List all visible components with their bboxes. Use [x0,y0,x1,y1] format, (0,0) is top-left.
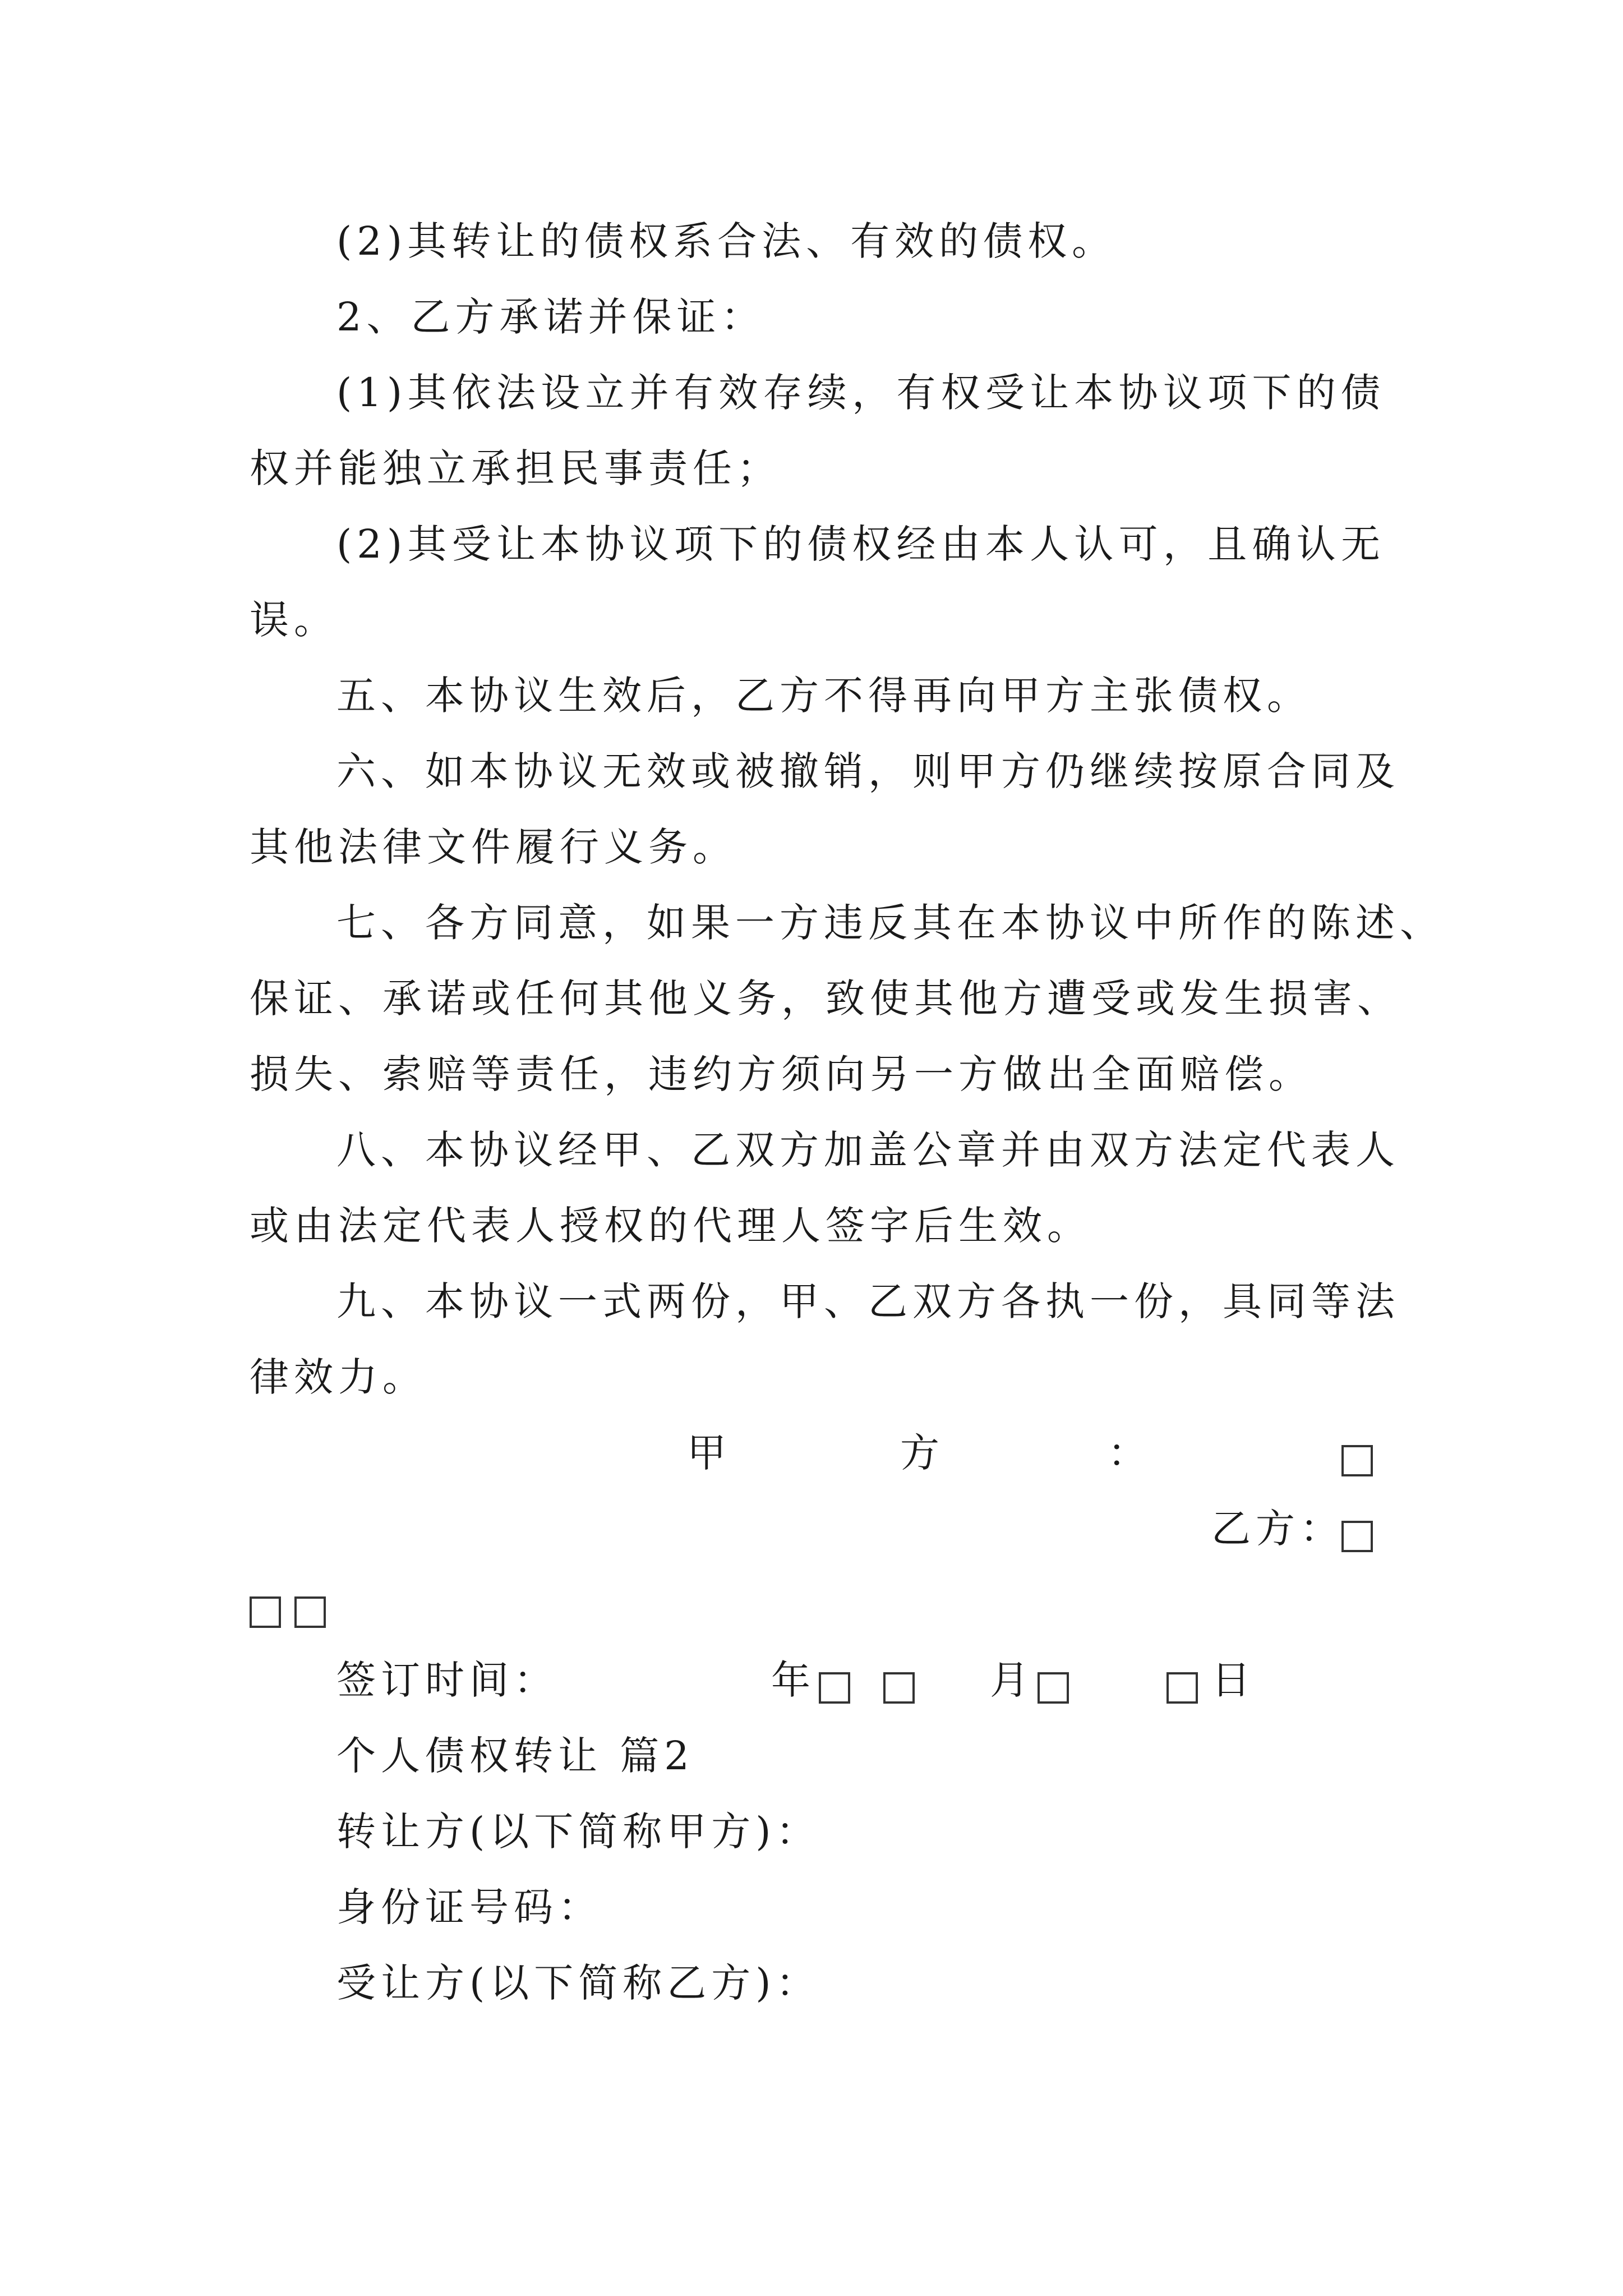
paragraph-line: 六、如本协议无效或被撤销，则甲方仍继续按原合同及 [336,748,1400,794]
paragraph-line: 2、乙方承诺并保证： [336,294,766,340]
party-a-char1: 甲 [687,1430,726,1476]
paragraph-line: 七、各方同意，如果一方违反其在本协议中所作的陈述、 [336,900,1444,946]
signing-date-label: 签订时间： [336,1657,558,1703]
paragraph-line: 八、本协议经甲、乙双方加盖公章并由双方法定代表人 [336,1127,1400,1173]
date-box [819,1663,850,1713]
transferor-line: 转让方(以下简称甲方)： [336,1809,820,1855]
paragraph-line: 律效力。 [250,1354,427,1400]
party-b-label: 乙方： [1211,1506,1344,1552]
party-a-colon: ： [1108,1430,1147,1476]
signature-box [1341,1435,1373,1486]
signature-box [294,1587,326,1637]
paragraph-line: (2)其受让本协议项下的债权经由本人认可，且确认无 [336,521,1385,567]
paragraph-line: 其他法律文件履行义务。 [250,824,737,870]
paragraph-line: (1)其依法设立并有效存续，有权受让本协议项下的债 [336,370,1385,416]
date-box [1038,1663,1069,1713]
transferee-line: 受让方(以下简称乙方)： [336,1960,820,2006]
paragraph-line: 损失、索赔等责任，违约方须向另一方做出全面赔偿。 [250,1051,1313,1097]
signing-date-line [0,1655,1623,1705]
party-a-char2: 方 [900,1430,939,1476]
party-b-signature-line [0,1503,1623,1554]
party-a-signature-line [0,1428,1623,1478]
paragraph-line: 五、本协议生效后，乙方不得再向甲方主张债权。 [336,673,1311,719]
paragraph-line: 或由法定代表人授权的代理人签字后生效。 [250,1203,1091,1249]
date-box [883,1663,915,1713]
id-number-line: 身份证号码： [336,1884,602,1930]
paragraph-line: (2)其转让的债权系合法、有效的债权。 [336,218,1117,264]
signature-box [1341,1511,1373,1562]
date-box [1166,1663,1198,1713]
signature-box-pair [250,1579,362,1630]
paragraph-line: 误。 [250,597,338,643]
paragraph-line: 九、本协议一式两份，甲、乙双方各执一份，具同等法 [336,1278,1400,1324]
section-title: 个人债权转让 篇2 [336,1733,694,1779]
paragraph-line: 保证、承诺或任何其他义务，致使其他方遭受或发生损害、 [250,976,1401,1022]
year-label: 年 [771,1657,810,1703]
signature-box [250,1587,281,1637]
month-label: 月 [990,1657,1029,1703]
paragraph-line: 权并能独立承担民事责任； [250,445,781,491]
day-label: 日 [1211,1657,1251,1703]
